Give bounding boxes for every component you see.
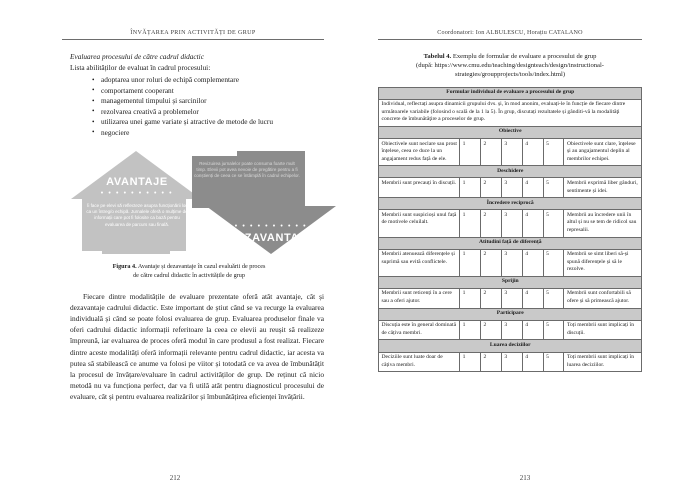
page-number-left: 212 — [169, 474, 181, 482]
evaluation-form-table — [378, 87, 642, 373]
advantages-dot-divider: • • • • • • • • • • — [100, 189, 174, 197]
scale-cell-2[interactable]: 2 — [480, 178, 501, 198]
table-title-number: Tabelul 4. — [423, 53, 452, 60]
scale-cell-4[interactable]: 4 — [522, 249, 543, 276]
scale-cell-5[interactable]: 5 — [543, 178, 564, 198]
section-header-row — [379, 276, 642, 288]
scale-cell-5[interactable]: 5 — [543, 352, 564, 372]
scale-cell-2[interactable]: 2 — [480, 210, 501, 237]
table-title-text: Exemplu de formular de evaluare a procesului de grup — [452, 53, 597, 60]
row-right-statement: Membrii exprimă liber gânduri, sentimente și idei. — [564, 178, 642, 198]
list-item: • utilizarea unei game variate și atractive de metode de lucru — [92, 117, 324, 128]
table-row — [379, 178, 642, 198]
section-header-row — [379, 198, 642, 210]
list-item: • adoptarea unor roluri de echipă complementare — [92, 75, 324, 86]
scale-cell-5[interactable]: 5 — [543, 249, 564, 276]
disadvantages-dot-divider: • • • • • • • • • • — [234, 222, 308, 230]
row-left-statement: Deciziile sunt luate doar de câțiva membri. — [379, 352, 460, 372]
scale-cell-1[interactable]: 1 — [460, 249, 481, 276]
scale-cell-5[interactable]: 5 — [543, 210, 564, 237]
advantages-text: Îi face pe elevi să reflecteze asupra funcționării lor ca un întreg/o echipă. Jurnalele oferă o mulțime de informații care pot fi folosite ca bază pentru evaluarea de parcurs sau finală. — [86, 202, 188, 227]
row-left-statement: Membrii atenuează diferențele și suprimă sau evită conflictele. — [379, 249, 460, 276]
scale-cell-2[interactable]: 2 — [480, 288, 501, 308]
figure-advantages-disadvantages — [58, 149, 348, 254]
abilities-lead-line: Lista abilităților de evaluat în cadrul procesului: — [70, 63, 211, 72]
row-right-statement: Membrii se simt liberi să-și spună diferențele și să le rezolve. — [564, 249, 642, 276]
scale-cell-2[interactable]: 2 — [480, 139, 501, 166]
table-header-row — [379, 87, 642, 99]
scale-cell-2[interactable]: 2 — [480, 352, 501, 372]
scale-cell-1[interactable]: 1 — [460, 352, 481, 372]
scale-cell-4[interactable]: 4 — [522, 139, 543, 166]
scale-cell-3[interactable]: 3 — [501, 210, 522, 237]
disadvantages-label: DEZAVANTAJE — [228, 231, 314, 244]
table-row — [379, 210, 642, 237]
scale-cell-3[interactable]: 3 — [501, 288, 522, 308]
scale-cell-3[interactable]: 3 — [501, 249, 522, 276]
scale-cell-4[interactable]: 4 — [522, 288, 543, 308]
list-item: • managementul timpului și sarcinilor — [92, 96, 324, 107]
table-row — [379, 288, 642, 308]
row-left-statement: Obiectivele sunt neclare sau prost înțelese, ceea ce duce la un angajament redus față de ele. — [379, 139, 460, 166]
abilities-list — [62, 75, 324, 139]
scale-cell-1[interactable]: 1 — [460, 139, 481, 166]
row-right-statement: Membrii sunt confortabili să ofere și să primească ajutor. — [564, 288, 642, 308]
row-left-statement: Membrii sunt reticenți în a cere sau a oferi ajutor. — [379, 288, 460, 308]
row-left-statement: Membrii sunt suspicioși unul față de motivele celuilalt. — [379, 210, 460, 237]
row-right-statement: Membrii au încredere unii în altul și nu se tem de ridicol sau represalii. — [564, 210, 642, 237]
scale-cell-2[interactable]: 2 — [480, 249, 501, 276]
section-title: Participare — [379, 308, 642, 320]
section-title: Luarea deciziilor — [379, 340, 642, 352]
table-source-line1: (după: https://www.cmu.edu/teaching/designteach/design/instructional- — [416, 62, 604, 70]
figure-caption-line2: de către cadrul didactic în activitățile de grup — [133, 272, 245, 280]
figure-caption-text: Avantaje și dezavantaje în cazul evaluării de proces — [137, 262, 266, 270]
body-paragraph: Fiecare dintre modalitățile de evaluare prezentate oferă atât avantaje, cât și dezavantaje cadrului didactic. Este important de știut când se va recurge la evaluarea individuală și când se poate folosi evaluarea de grup. Evaluarea produselor finale va oferi cadrului didactic informații referitoare la ceea ce elevii au reușit să realizeze împreună, iar evaluarea de proces oferă modul în care produsul a fost realizat. Fiecare dintre aceste modalități oferă informații relevante pentru cadrul didactic, iar acesta va putea să stabilească ce anume va folosi pe viitor și totodată ce va avea de îmbunătățit la procesul de învățare/evaluare în cadrul activităților de grup. De reținut că nicio metodă nu va funcționa perfect, dar va fi utilă atât pentru diagnosticul procesului de evaluare, cât și pentru evaluarea realizărilor și îmbunătățirea eficienței învățării. — [70, 291, 324, 402]
list-item: • negociere — [92, 128, 324, 139]
section-header-row — [379, 166, 642, 178]
running-head-right: Coordonatori: Ion ALBULESCU, Horațiu CATALANO — [378, 30, 642, 40]
table-row — [379, 139, 642, 166]
section-title: Obiective — [379, 126, 642, 138]
scale-cell-5[interactable]: 5 — [543, 139, 564, 166]
section-header-row — [379, 126, 642, 138]
scale-cell-4[interactable]: 4 — [522, 320, 543, 340]
table-intro-row — [379, 99, 642, 126]
section-title: Deschidere — [379, 166, 642, 178]
row-right-statement: Obiectivele sunt clare, înțelese și au angajamentul deplin al membrilor echipei. — [564, 139, 642, 166]
table-intro-cell: Individual, reflectați asupra dinamicii grupului dvs. și, în mod anonim, evaluați-le în funcție de fiecare dintre următoarele variabile (folosind o scală de la 1 la 5). În grup, discutați rezultatele și gânditi-vă la modalităţi concrete de îmbunătăţire a proceselor de grup. — [379, 99, 642, 126]
row-left-statement: Membrii sunt precauți în discuții. — [379, 178, 460, 198]
right-page — [350, 0, 700, 504]
section-italic-heading: Evaluarea procesului de către cadrul didactic — [70, 52, 204, 61]
list-item: • comportament cooperant — [92, 86, 324, 97]
scale-cell-5[interactable]: 5 — [543, 288, 564, 308]
scale-cell-1[interactable]: 1 — [460, 178, 481, 198]
scale-cell-4[interactable]: 4 — [522, 178, 543, 198]
scale-cell-3[interactable]: 3 — [501, 139, 522, 166]
scale-cell-3[interactable]: 3 — [501, 320, 522, 340]
table-row — [379, 320, 642, 340]
table-header-cell: Formular individual de evaluare a procesului de grup — [379, 87, 642, 99]
table-row — [379, 249, 642, 276]
figure-caption-number: Figura 4. — [112, 262, 137, 270]
scale-cell-4[interactable]: 4 — [522, 352, 543, 372]
disadvantages-text: Revizuirea jurnalelor poate consuma foarte mult timp. Elevii pot avea nevoie de pregătire pentru a fi conștienți de ceea ce se întâmplă în cadrul echipelor. — [194, 160, 300, 179]
section-header-row — [379, 237, 642, 249]
scale-cell-1[interactable]: 1 — [460, 210, 481, 237]
running-head-left: ÎNVĂȚAREA PRIN ACTIVITĂȚI DE GRUP — [62, 30, 324, 40]
scale-cell-5[interactable]: 5 — [543, 320, 564, 340]
page-number-right: 213 — [519, 474, 531, 482]
scale-cell-2[interactable]: 2 — [480, 320, 501, 340]
row-left-statement: Discuția este în general dominată de câțiva membri. — [379, 320, 460, 340]
section-header-row — [379, 340, 642, 352]
figure-caption — [68, 262, 310, 281]
section-title: Sprijin — [379, 276, 642, 288]
list-item: • rezolvarea creativă a problemelor — [92, 107, 324, 118]
scale-cell-3[interactable]: 3 — [501, 178, 522, 198]
row-right-statement: Toți membrii sunt implicați în luarea deciziilor. — [564, 352, 642, 372]
scale-cell-4[interactable]: 4 — [522, 210, 543, 237]
scale-cell-1[interactable]: 1 — [460, 320, 481, 340]
section-title: Atitudini față de diferență — [379, 237, 642, 249]
advantages-label: AVANTAJE — [106, 175, 168, 188]
scale-cell-3[interactable]: 3 — [501, 352, 522, 372]
table-row — [379, 352, 642, 372]
row-right-statement: Toți membrii sunt implicați în discuții. — [564, 320, 642, 340]
scale-cell-1[interactable]: 1 — [460, 288, 481, 308]
section-title: Încredere reciprocă — [379, 198, 642, 210]
section-header-row — [379, 308, 642, 320]
table-title — [378, 52, 642, 80]
table-source-line2: strategies/groupprojects/tools/index.html) — [454, 71, 566, 79]
